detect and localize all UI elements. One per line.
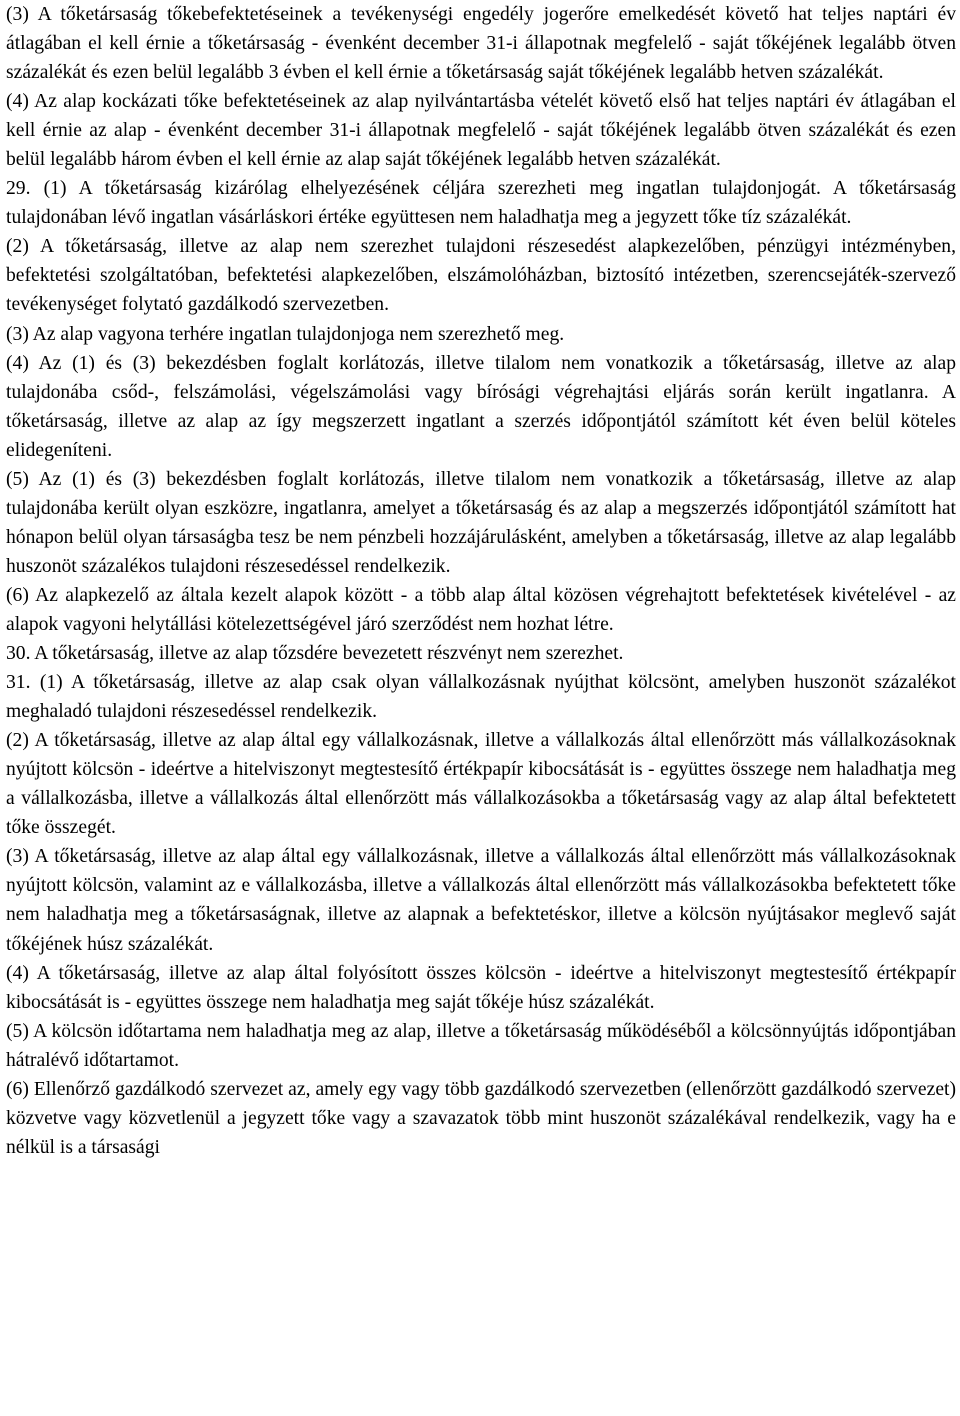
paragraph-28-4: (4) Az alap kockázati tőke befektetéseinek az alap nyilvántartásba vételét követő első hat teljes naptári év átlagában el kell érnie az alap - évenként december 31-i állapotnak megfelelő - saját tőkéjének legalább ötven százalékát és ezen belül legalább három évben el kell érnie az alap saját tőkéjének legalább hetven százalékát. (6, 91, 956, 171)
paragraph-29-6: (6) Az alapkezelő az általa kezelt alapok között - a több alap által közösen végrehajtott befektetések kivételével - az alapok vagyoni helytállási kötelezettségével járó szerződést nem hozhat létre. (6, 584, 956, 635)
paragraph-31-2: (2) A tőketársaság, illetve az alap által egy vállalkozásnak, illetve a vállalkozás által ellenőrzött más vállalkozásoknak nyújtott kölcsön - ideértve a hitelviszonyt megtestesítő értékpapír kibocsátását is - együttes összege nem haladhatja meg a vállalkozásba, illetve a vállalkozás által ellenőrzött más vállalkozásokba a tőketársaság vagy az alap által befektetett tőke összegét. (6, 730, 956, 839)
paragraph-30: 30. A tőketársaság, illetve az alap tőzsdére bevezetett részvényt nem szerezhet. (6, 643, 624, 665)
paragraph-31-6: (6) Ellenőrző gazdálkodó szervezet az, amely egy vagy több gazdálkodó szervezetben (ellenőrzött gazdálkodó szervezet) közvetve vagy közvetlenül a jegyzett tőke vagy a szavazatok több mint huszonöt százalékával rendelkezik, vagy ha e nélkül is a társasági (6, 1078, 956, 1158)
paragraph-31-4: (4) A tőketársaság, illetve az alap által folyósított összes kölcsön - ideértve a hitelviszonyt megtestesítő értékpapír kibocsátását is - együttes összege nem haladhatja meg saját tőkéje húsz százalékát. (6, 962, 956, 1013)
paragraph-29-3: (3) Az alap vagyona terhére ingatlan tulajdonjoga nem szerezhető meg. (6, 323, 565, 345)
paragraph-28-3: (3) A tőketársaság tőkebefektetéseinek a tevékenységi engedély jogerőre emelkedését követő hat teljes naptári év átlagában el kell érnie a tőketársaság - évenként december 31-i állapotnak megfelelő - saját tőkéjének legalább ötven százalékát és ezen belül legalább 3 évben el kell érnie a tőketársaság saját tőkéjének legalább hetven százalékát. (6, 4, 956, 84)
paragraph-31-3: (3) A tőketársaság, illetve az alap által egy vállalkozásnak, illetve a vállalkozás által ellenőrzött más vállalkozásoknak nyújtott kölcsön, valamint az e vállalkozásba, illetve a vállalkozás által ellenőrzött más vállalkozásokba befektetett tőke nem haladhatja meg a tőketársaságnak, illetve az alapnak a befektetéskor, illetve a kölcsön nyújtásakor meglevő saját tőkéjének húsz százalékát. (6, 846, 956, 955)
paragraph-29-4: (4) Az (1) és (3) bekezdésben foglalt korlátozás, illetve tilalom nem vonatkozik a tőketársaság, illetve az alap tulajdonába csőd-, felszámolási, végelszámolási vagy bírósági végrehajtási eljárás során került ingatlanra. A tőketársaság, illetve az alap az így megszerzett ingatlant a szerzés időpontjától számított két éven belül köteles elidegeníteni. (6, 352, 956, 461)
paragraph-31-1: 31. (1) A tőketársaság, illetve az alap csak olyan vállalkozásnak nyújthat kölcsönt, amelyben huszonöt százalékot meghaladó tulajdoni részesedéssel rendelkezik. (6, 672, 956, 723)
paragraph-29-2: (2) A tőketársaság, illetve az alap nem szerezhet tulajdoni részesedést alapkezelőben, pénzügyi intézményben, befektetési szolgáltatóban, befektetési alapkezelőben, elszámolóházban, biztosító intézetben, szerencsejáték-szervező tevékenységet folytató gazdálkodó szervezetben. (6, 236, 956, 316)
paragraph-29-1: 29. (1) A tőketársaság kizárólag elhelyezésének céljára szerezheti meg ingatlan tulajdonjogát. A tőketársaság tulajdonában lévő ingatlan vásárláskori értéke együttesen nem haladhatja meg a jegyzett tőke tíz százalékát. (6, 178, 956, 229)
document-page (6, 0, 956, 1162)
paragraph-31-5: (5) A kölcsön időtartama nem haladhatja meg az alap, illetve a tőketársaság működéséből a kölcsönnyújtás időpontjában hátralévő időtartamot. (6, 1020, 956, 1071)
paragraph-29-5: (5) Az (1) és (3) bekezdésben foglalt korlátozás, illetve tilalom nem vonatkozik a tőketársaság, illetve az alap tulajdonába került olyan eszközre, ingatlanra, amelyet a tőketársaság és az alap a megszerzés időpontjától számított hat hónapon belül olyan társaságba tesz be nem pénzbeli hozzájárulásként, amelyben a tőketársaság, illetve az alap legalább huszonöt százalékos tulajdoni részesedéssel rendelkezik. (6, 468, 956, 577)
